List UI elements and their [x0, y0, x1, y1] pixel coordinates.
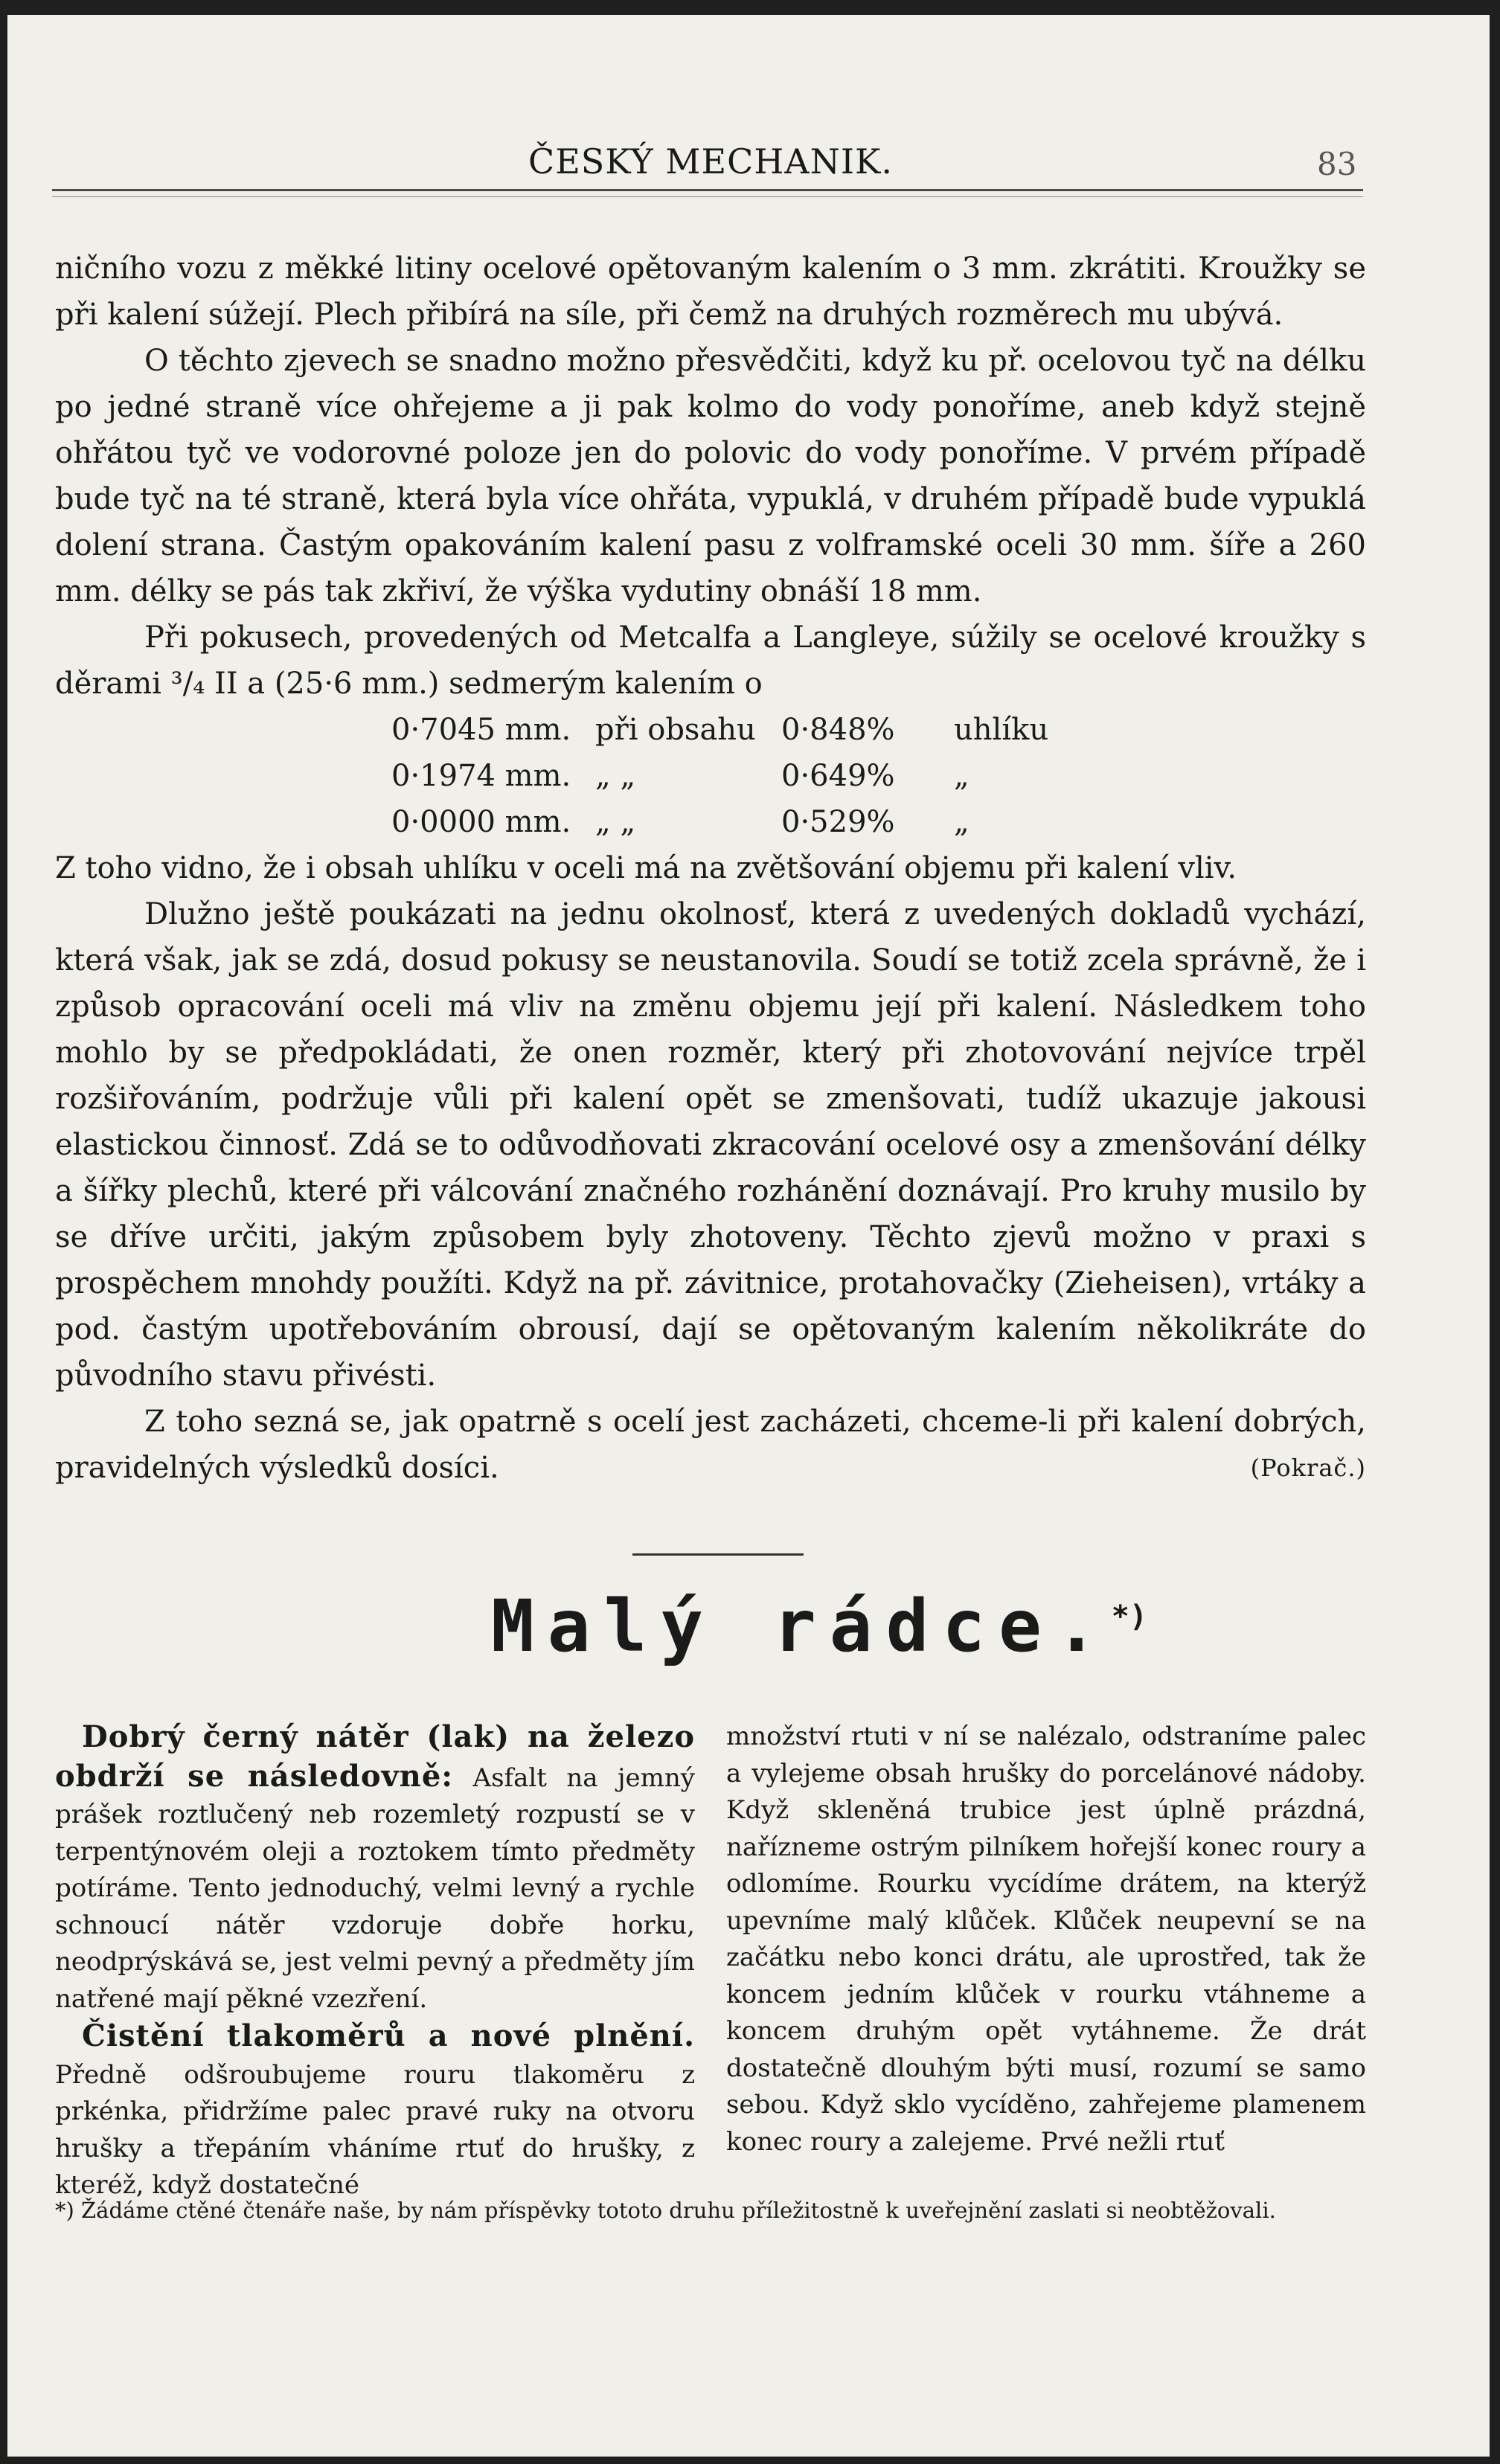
- table-cell: 0·1974 mm.: [391, 759, 571, 793]
- tip-text: Asfalt na jemný prášek roztlučený neb rozemletý rozpustí se v terpentýnovém oleji a roztokem tímto předměty potíráme. Tento jednoduchý, velmi levný a rychle schnoucí nátěr vzdoruje dobře horku, neodprýskává se, jest velmi pevný a předměty jím natřené mají pěkné vzezření.: [55, 1762, 695, 2014]
- table-row: [391, 753, 1366, 799]
- right-column: [726, 1719, 1366, 2160]
- section-divider: [632, 1553, 804, 1556]
- table-row: [391, 707, 1366, 753]
- table-cell: při obsahu: [595, 713, 756, 747]
- header-rule-thin: [52, 196, 1363, 197]
- table-cell: „ „: [595, 759, 636, 793]
- page: [7, 15, 1490, 2457]
- tip-text: Předně odšroubujeme rouru tlakoměru z prkénka, přidržíme palec pravé ruky na otvoru hrušky a třepáním vháníme rtuť do hrušky, z kteréž, když dostatečné: [55, 2059, 695, 2200]
- table-cell: 0·848%: [781, 713, 895, 747]
- tip-paragraph: [55, 2018, 695, 2204]
- tip-heading: Čistění tlakoměrů a nové plnění.: [82, 2018, 695, 2053]
- running-header: ČESKÝ MECHANIK.: [528, 141, 894, 182]
- article-body: [55, 246, 1366, 1491]
- paragraph: Při pokusech, provedených od Metcalfa a Langleye, súžily se ocelové kroužky s děrami ³/₄ II a (25·6 mm.) sedmerým kalením o: [55, 620, 1366, 701]
- table-row: [391, 799, 1366, 845]
- tip-heading: Dobrý černý nátěr (lak) na železo obdrží se následovně:: [55, 1719, 695, 1794]
- page-number: 83: [1317, 146, 1357, 182]
- table-cell: „: [954, 805, 969, 839]
- paragraph: Dlužno ještě poukázati na jednu okolnosť, která z uvedených dokladů vychází, která však, jak se zdá, dosud pokusy se neustanovila. Soudí se totiž zcela správně, že i způsob opracování oceli má vliv na změnu objemu její při kalení. Následkem toho mohlo by se předpokládati, že onen rozměr, který při zhotovování nejvíce trpěl rozšiřováním, podržuje vůli při kalení opět se zmenšovati, tudíž ukazuje jakousi elastickou činnosť. Zdá se to odůvodňovati zkracování ocelové osy a zmenšování délky a šířky plechů, které při válcování značného rozhánění doznávají. Pro kruhy musilo by se dříve určiti, jakým způsobem byly zhotoveny. Těchto zjevů možno v praxi s prospěchem mnohdy použíti. Když na př. závitnice, protahovačky (Zieheisen), vrtáky a pod. častým upotřebováním obrousí, dají se opětovaným kalením několikráte do původního stavu přivésti.: [55, 897, 1366, 1393]
- tip-continuation: množství rtuti v ní se nalézalo, odstraníme palec a vylejeme obsah hrušky do porcelánové nádoby. Když skleněná trubice jest úplně prázdná, nařízneme ostrým pilníkem hořejší konec roury a odlomíme. Rourku vycídíme drátem, na kterýž upevníme malý klůček. Klůček neupevní se na začátku nebo konci drátu, ale uprostřed, tak že koncem jedním klůček v rourku vtáhneme a koncem druhým opět vytáhneme. Že drát dostatečně dlouhým býti musí, rozumí se samo sebou. Když sklo vycíděno, zahřejeme plamenem konec roury a zalejeme. Prvé nežli rtuť: [726, 1722, 1366, 2157]
- table-cell: 0·7045 mm.: [391, 713, 571, 747]
- paragraph-text: Z toho sezná se, jak opatrně s ocelí jest zacházeti, chceme-li při kalení dobrých, pravidelných výsledků dosíci.: [55, 1405, 1366, 1485]
- footnote-text: *) Žádáme ctěné čtenáře naše, by nám příspěvky tototo druhu příležitostně k uveřejnění zaslati si neobtěžovali.: [55, 2198, 1276, 2223]
- table-cell: „: [954, 759, 969, 793]
- table-cell: „ „: [595, 805, 636, 839]
- table-cell: uhlíku: [954, 713, 1049, 747]
- section-heading: [491, 1585, 1147, 1668]
- left-column: [55, 1719, 695, 2204]
- paragraph: ničního vozu z měkké litiny ocelové opětovaným kalením o 3 mm. zkrátiti. Kroužky se při kalení súžejí. Plech přibírá na síle, při čemž na druhých rozměrech mu ubývá.: [55, 251, 1366, 332]
- section-title: Malý rádce.: [491, 1585, 1112, 1668]
- paragraph: Z toho vidno, že i obsah uhlíku v oceli má na zvětšování objemu při kalení vliv.: [55, 851, 1237, 885]
- carbon-table: [55, 707, 1366, 845]
- table-cell: 0·649%: [781, 759, 895, 793]
- tip-paragraph: [55, 1719, 695, 2018]
- footnote-marker: *): [1111, 1600, 1147, 1634]
- table-cell: 0·0000 mm.: [391, 805, 571, 839]
- paragraph: O těchto zjevech se snadno možno přesvědčiti, když ku př. ocelovou tyč na délku po jedné straně více ohřejeme a ji pak kolmo do vody ponoříme, aneb když stejně ohřátou tyč ve vodorovné poloze jen do polovic do vody ponoříme. V prvém případě bude tyč na té straně, která byla více ohřáta, vypuklá, v druhém případě bude vypuklá dolení strana. Častým opakováním kalení pasu z volframské oceli 30 mm. šíře a 260 mm. délky se pás tak zkřiví, že výška vydutiny obnáší 18 mm.: [55, 344, 1366, 609]
- table-cell: 0·529%: [781, 805, 895, 839]
- continuation-note: (Pokrač.): [1250, 1454, 1366, 1482]
- header-rule: [52, 189, 1363, 191]
- paragraph: [55, 1399, 1366, 1491]
- footnote: [55, 2195, 1366, 2227]
